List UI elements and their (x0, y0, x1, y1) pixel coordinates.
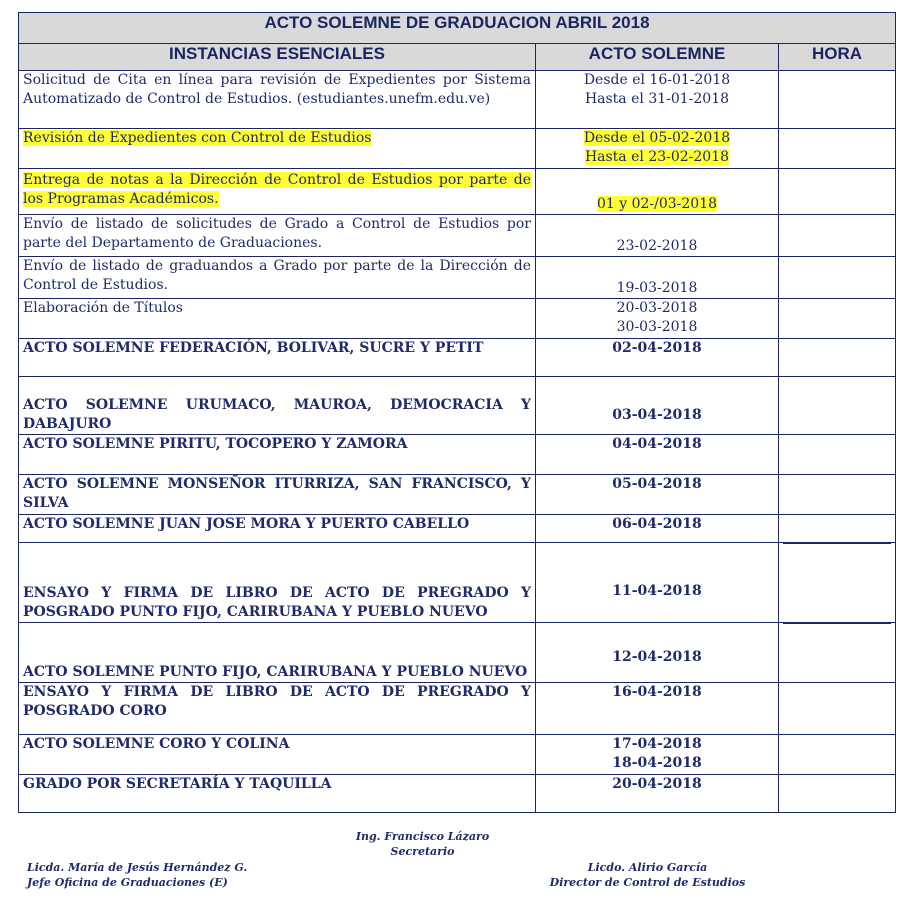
date-line: Desde el 16-01-2018 (583, 72, 731, 88)
date-cell (536, 169, 779, 215)
header-instancias: INSTANCIAS ESENCIALES (19, 44, 536, 71)
hora-cell (779, 339, 896, 377)
table-title: ACTO SOLEMNE DE GRADUACION ABRIL 2018 (19, 13, 896, 44)
instancia-cell (19, 543, 536, 623)
table-row (19, 435, 896, 475)
table-row (19, 257, 896, 299)
date-cell: 23-02-2018 (536, 215, 779, 257)
date-line: 30-03-2018 (616, 319, 698, 335)
instancia-cell (19, 623, 536, 683)
date-cell: 02-04-2018 (536, 339, 779, 377)
hora-cell (779, 299, 896, 339)
signature-name: Licdo. Alirio García (587, 861, 708, 874)
table-row (19, 299, 896, 339)
date-line: 17-04-2018 (612, 736, 702, 752)
hora-cell (779, 515, 896, 543)
instancia-text: ACTO SOLEMNE PUNTO FIJO, CARIRUBANA Y PUEBLO NUEVO (23, 664, 528, 680)
date-text: 01 y 02-/03-2018 (596, 196, 718, 212)
date-cell (536, 71, 779, 129)
instancia-cell: ACTO SOLEMNE MONSEÑOR ITURRIZA, SAN FRANCISCO, Y SILVA (19, 475, 536, 515)
date-line: Hasta el 23-02-2018 (584, 149, 730, 165)
hora-cell (779, 169, 896, 215)
date-line: Hasta el 31-01-2018 (584, 91, 730, 107)
date-cell (536, 735, 779, 775)
highlighted-text: Revisión de Expedientes con Control de Estudios (23, 130, 372, 146)
table-row (19, 377, 896, 435)
table-row (19, 775, 896, 813)
table-row (19, 129, 896, 169)
instancia-cell: Envío de listado de graduandos a Grado por parte de la Dirección de Control de Estudios. (19, 257, 536, 299)
date-line: Desde el 05-02-2018 (583, 130, 731, 146)
instancia-cell: Solicitud de Cita en línea para revisión de Expedientes por Sistema Automatizado de Control de Estudios. (estudiantes.unefm.edu.ve) (19, 71, 536, 129)
date-line: 18-04-2018 (612, 755, 702, 771)
hora-cell (779, 257, 896, 299)
hora-cell (779, 623, 896, 683)
highlighted-text: Entrega de notas a la Dirección de Control de Estudios por parte de los Programas Académicos. (23, 172, 531, 207)
table-row (19, 543, 896, 623)
instancia-cell: ACTO SOLEMNE FEDERACIÓN, BOLIVAR, SUCRE Y PETIT (19, 339, 536, 377)
date-cell: 20-04-2018 (536, 775, 779, 813)
date-cell: 16-04-2018 (536, 683, 779, 735)
instancia-cell: GRADO POR SECRETARÍA Y TAQUILLA (19, 775, 536, 813)
signature-role: Jefe Oficina de Graduaciones (E) (27, 876, 228, 889)
instancia-text: ACTO SOLEMNE URUMACO, MAUROA, DEMOCRACIA Y DABAJURO (23, 397, 531, 432)
date-cell: 19-03-2018 (536, 257, 779, 299)
table-row (19, 215, 896, 257)
signature-secretario (340, 829, 505, 859)
table-row (19, 71, 896, 129)
hora-cell (779, 475, 896, 515)
date-cell: 06-04-2018 (536, 515, 779, 543)
hora-cell (779, 775, 896, 813)
instancia-cell (19, 169, 536, 215)
date-cell: 12-04-2018 (536, 623, 779, 683)
hora-cell (779, 435, 896, 475)
hora-cell (779, 683, 896, 735)
instancia-cell (19, 129, 536, 169)
date-cell: 03-04-2018 (536, 377, 779, 435)
hora-cell (779, 377, 896, 435)
table-row (19, 169, 896, 215)
signature-name: Ing. Francisco Lázaro (355, 830, 490, 843)
signature-role: Director de Control de Estudios (549, 876, 746, 889)
instancia-cell (19, 377, 536, 435)
instancia-cell: ACTO SOLEMNE PIRITU, TOCOPERO Y ZAMORA (19, 435, 536, 475)
header-hora: HORA (779, 44, 896, 71)
date-cell (536, 299, 779, 339)
table-row (19, 623, 896, 683)
schedule-table (18, 12, 896, 813)
date-cell: 04-04-2018 (536, 435, 779, 475)
table-row (19, 683, 896, 735)
instancia-cell: Envío de listado de solicitudes de Grado a Control de Estudios por parte del Departamento de Graduaciones. (19, 215, 536, 257)
date-line: 20-03-2018 (616, 300, 698, 316)
hora-cell (779, 735, 896, 775)
hora-cell (779, 129, 896, 169)
table-row (19, 735, 896, 775)
instancia-cell: ACTO SOLEMNE JUAN JOSE MORA Y PUERTO CABELLO (19, 515, 536, 543)
instancia-cell: Elaboración de Títulos (19, 299, 536, 339)
date-cell (536, 129, 779, 169)
instancia-cell: ENSAYO Y FIRMA DE LIBRO DE ACTO DE PREGRADO Y POSGRADO CORO (19, 683, 536, 735)
signature-name: Licda. María de Jesús Hernández G. (27, 861, 248, 874)
signature-jefe (27, 860, 247, 890)
instancia-cell: ACTO SOLEMNE CORO Y COLINA (19, 735, 536, 775)
signature-director (520, 860, 775, 890)
table-row (19, 475, 896, 515)
hora-cell (779, 71, 896, 129)
schedule-sheet (18, 12, 895, 813)
table-row (19, 515, 896, 543)
date-cell: 11-04-2018 (536, 543, 779, 623)
date-cell: 05-04-2018 (536, 475, 779, 515)
hora-cell (779, 215, 896, 257)
hora-cell (779, 543, 896, 623)
table-row (19, 339, 896, 377)
instancia-text: ENSAYO Y FIRMA DE LIBRO DE ACTO DE PREGRADO Y POSGRADO PUNTO FIJO, CARIRUBANA Y PUEBLO NUEVO (23, 585, 531, 620)
header-acto: ACTO SOLEMNE (536, 44, 779, 71)
signature-role: Secretario (390, 845, 455, 858)
